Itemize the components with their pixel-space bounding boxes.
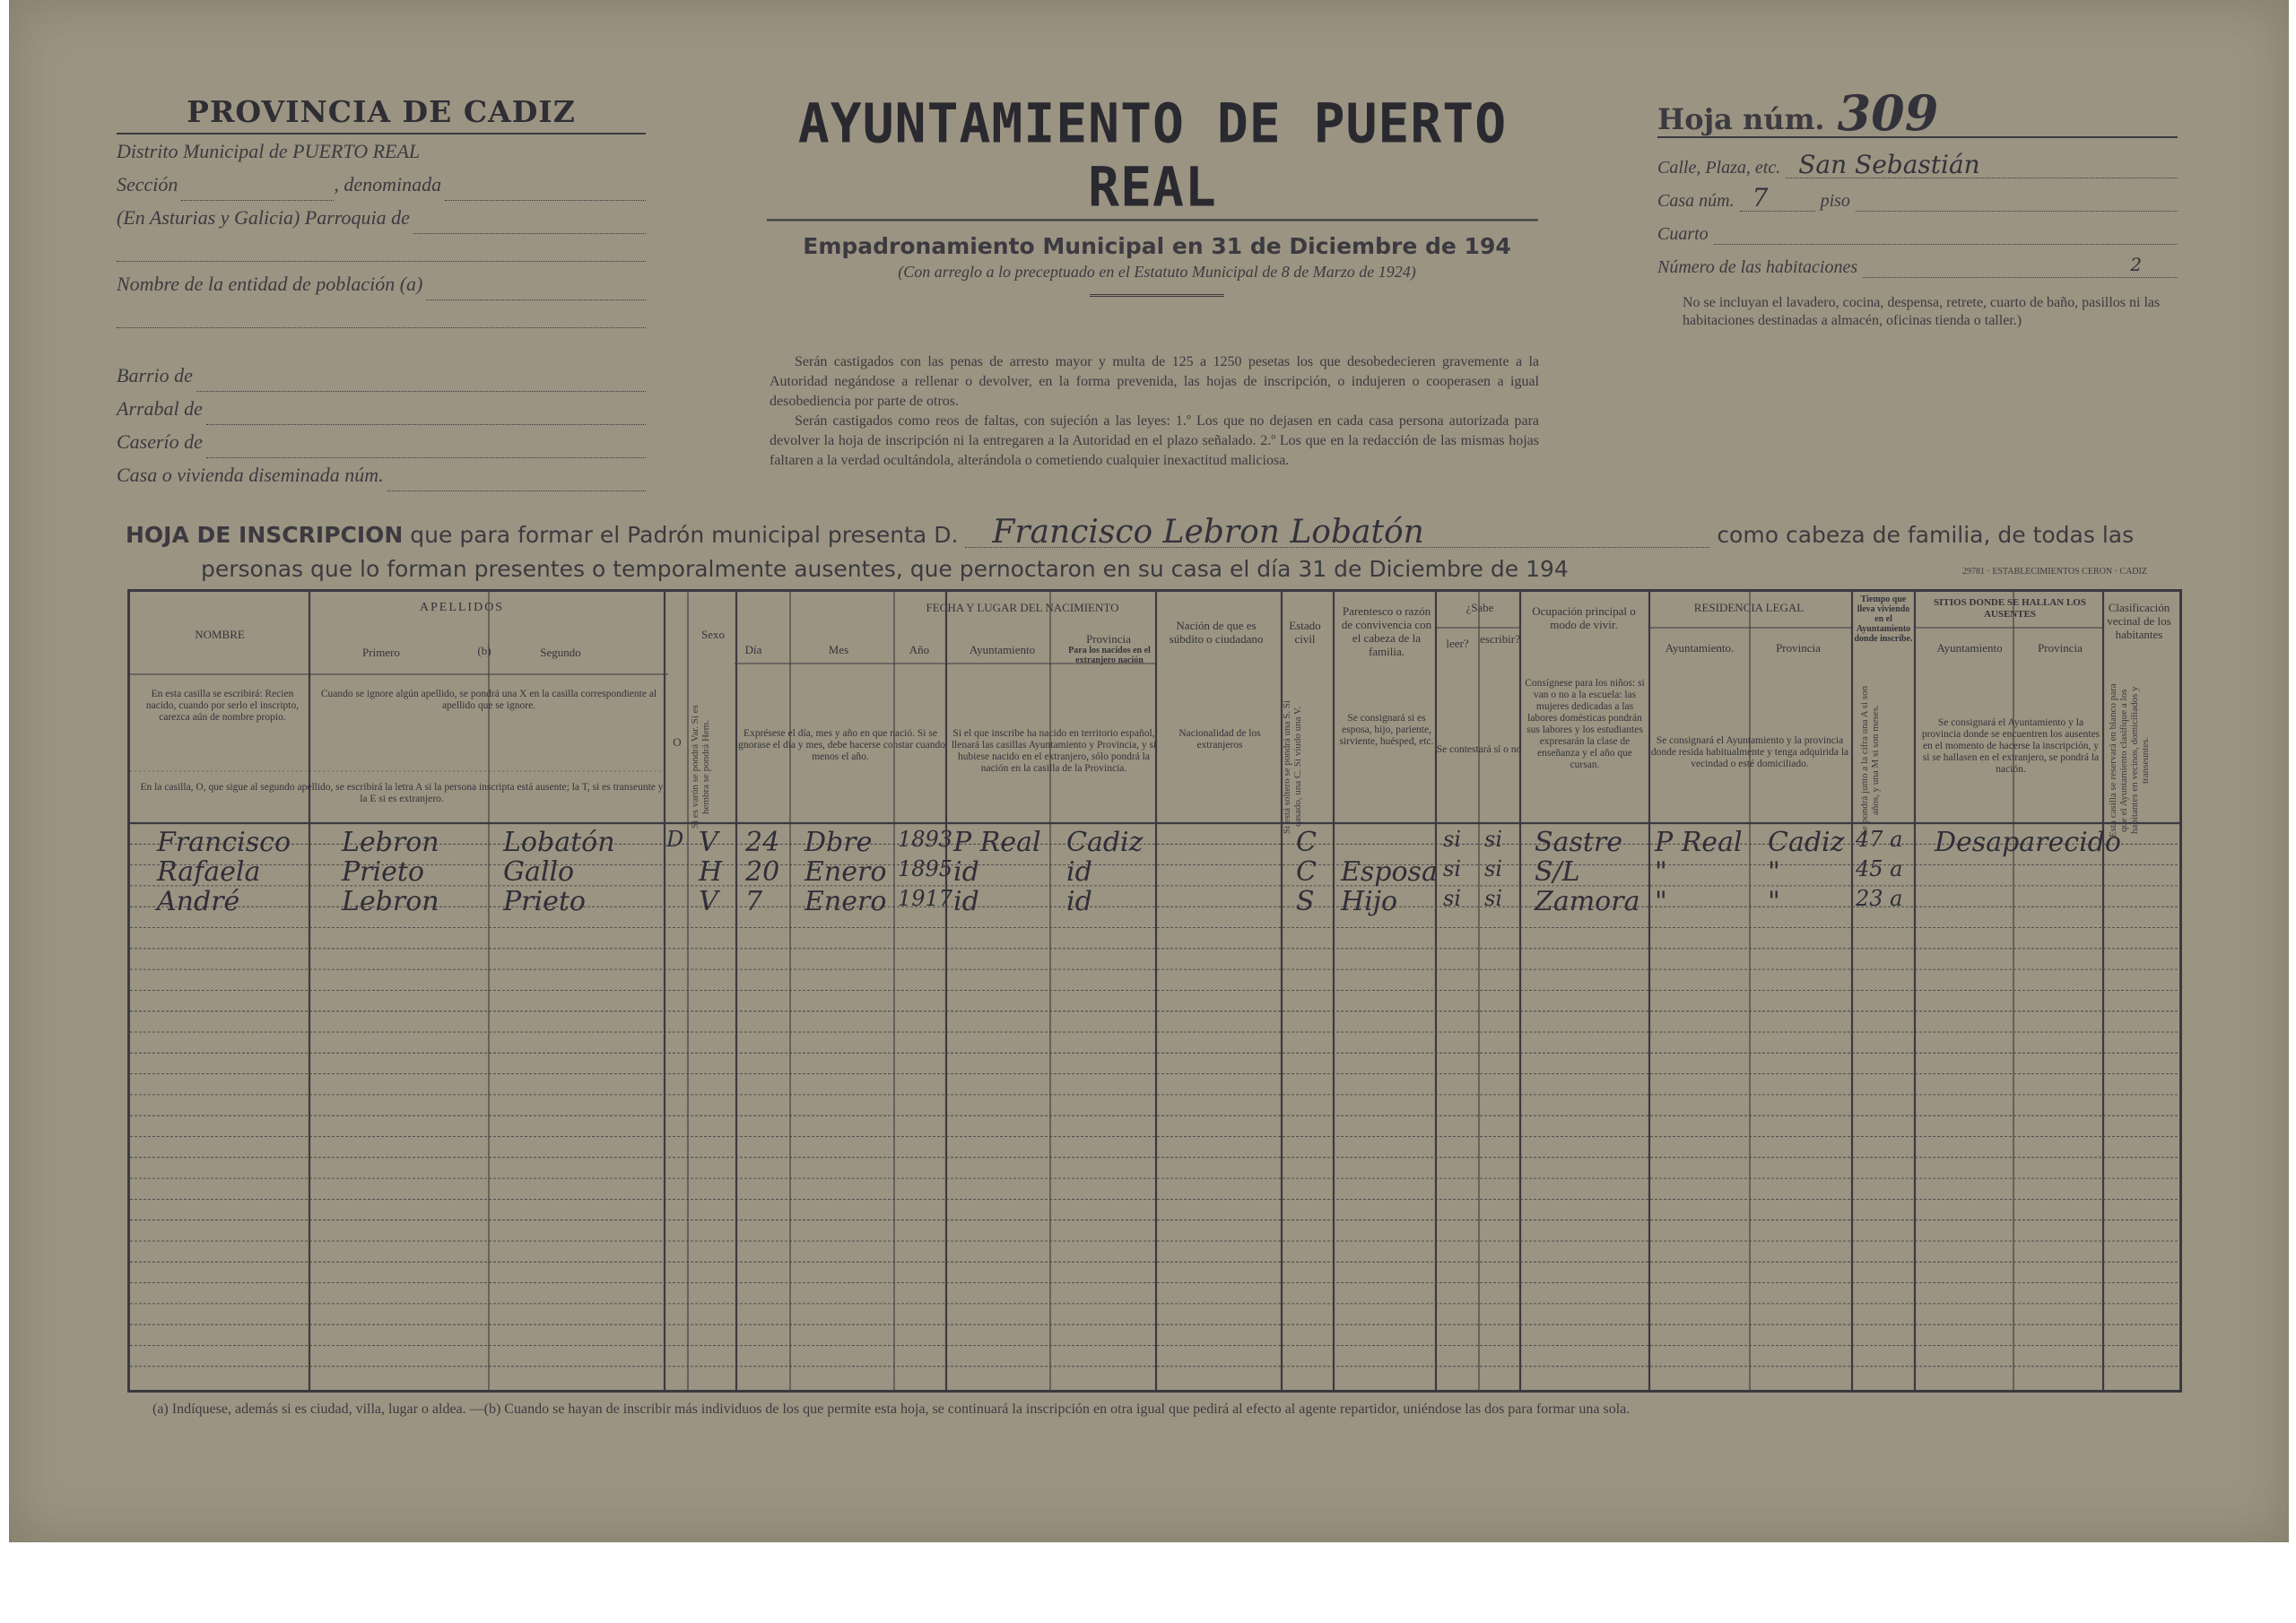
empadronamiento-subtitle: (Con arreglo a lo preceptuado en el Estatuto Municipal de 8 de Marzo de 1924) <box>898 263 1416 281</box>
denominada-label: , denominada <box>334 173 442 195</box>
col-ocupacion-header: Ocupación principal o modo de vivir. <box>1532 604 1636 631</box>
piso-label: piso <box>1820 191 1850 211</box>
instr-parentesco: Se consignará si es esposa, hijo, pariente, sirviente, huésped, etc. <box>1339 713 1434 747</box>
caserio-label: Caserío de <box>117 430 203 453</box>
empadronamiento-block <box>789 233 1525 297</box>
instr-sabe: Se contestará sí o no <box>1436 744 1522 755</box>
col-res-ayto-header: Ayuntamiento. <box>1665 641 1735 655</box>
cell-escribir: si <box>1484 856 1502 881</box>
cell-tiempo: 47 a <box>1856 827 1903 852</box>
cell-mes: Enero <box>804 886 887 917</box>
inscripcion-text-1: que para formar el Padrón municipal presenta D. <box>410 522 959 548</box>
cell-primero: Prieto <box>342 856 424 888</box>
col-sit-prov-header: Provincia <box>2038 641 2083 655</box>
casa-num-label: Casa núm. <box>1657 191 1735 211</box>
cell-sexo: H <box>699 856 723 888</box>
col-sexo-header: Sexo <box>701 628 725 641</box>
cell-primero: Lebron <box>342 827 439 858</box>
penalty-paragraph-2: Serán castigados como reos de faltas, con sujeción a las leyes: 1.º Los que no dejasen en cada casa persona autorizada para devolver la hoja de inscripción ni la entregaren a la Autoridad en el plazo señalado. 2.º Los que en la redacción de las mismas hojas faltaren a la verdad ocultándola, alterándola o cometiendo cualquier inexactitud maliciosa. <box>770 413 1539 468</box>
barrio-label: Barrio de <box>117 364 193 386</box>
cell-nombre: Francisco <box>157 827 291 858</box>
inscripcion-statement <box>126 514 2179 586</box>
district-label: Distrito Municipal de PUERTO REAL <box>117 140 421 162</box>
cell-anio: 1893 <box>898 827 953 852</box>
instr-nacion: Nacionalidad de los extranjeros <box>1178 728 1261 751</box>
cell-ayto: id <box>953 886 979 917</box>
casa-num-value: 7 <box>1740 186 1815 212</box>
col-leer-header: leer? <box>1446 637 1469 650</box>
head-of-family-name: Francisco Lebron Lobatón <box>965 518 1709 548</box>
calle-value: San Sebastián <box>1786 152 2178 178</box>
cell-ayto: P Real <box>953 827 1041 858</box>
cell-segundo: Lobatón <box>503 827 615 858</box>
col-nombre-header: NOMBRE <box>195 628 245 641</box>
casa-label: Casa o vivienda diseminada núm. <box>117 464 384 486</box>
cell-sexo: V <box>699 886 718 917</box>
penalties-text <box>770 352 1539 471</box>
col-dia-header: Día <box>744 643 762 656</box>
col-parentesco-header: Parentesco o razón de convivencia con el cabeza de la familia. <box>1341 604 1432 658</box>
cell-res-ayto: P Real <box>1655 827 1743 858</box>
col-segundo-header: Segundo <box>540 646 581 659</box>
instr-estado: Si está soltero se pondrá una S. Si casado, una C. Si viudo una V. <box>1282 699 1303 834</box>
col-provincia-note: Para los nacidos en el extranjero nación <box>1068 646 1151 665</box>
instr-fecha: Exprésese el día, mes y año en que nació. Si se ignorase el día y mes, debe hacerse constar cuando menos el año. <box>735 728 946 762</box>
instr-clasif: Esta casilla se reservará en blanco para que el Ayuntamiento clasifique a los habitantes en vecinos, domiciliados y transeuntes. <box>2108 683 2151 838</box>
cell-leer: si <box>1443 856 1461 881</box>
habitaciones-note: No se incluyan el lavadero, cocina, despensa, retrete, cuarto de baño, pasillos ni las habitaciones destinadas a almacén, oficinas tienda o taller.) <box>1683 295 2161 328</box>
instr-residencia: Se consignará el Ayuntamiento y la provincia donde resida habitualmente y tenga adquirida la vecindad o esté domiciliado. <box>1650 735 1849 769</box>
cell-segundo: Prieto <box>503 886 586 917</box>
ornament-divider <box>1090 294 1224 297</box>
cell-anio: 1895 <box>898 856 953 881</box>
empadronamiento-title: Empadronamiento Municipal en 31 de Diciembre de 194 <box>803 233 1511 259</box>
col-estado-header: Estado civil <box>1289 619 1321 646</box>
col-fecha-header: FECHA Y LUGAR DEL NACIMIENTO <box>926 601 1119 614</box>
cell-nombre: André <box>157 886 240 917</box>
cell-prov: Cadiz <box>1066 827 1144 858</box>
col-sit-ayto-header: Ayuntamiento <box>1936 641 2003 655</box>
cell-estado: C <box>1296 856 1317 888</box>
cell-ocupacion: Zamora <box>1535 886 1640 917</box>
cell-ayto: id <box>953 856 979 888</box>
cell-escribir: si <box>1484 827 1502 852</box>
cell-anio: 1917 <box>898 886 953 911</box>
cell-prov: id <box>1066 886 1092 917</box>
entidad-label: Nombre de la entidad de población (a) <box>117 273 423 295</box>
col-residencia-header: RESIDENCIA LEGAL <box>1693 601 1805 614</box>
cell-mes: Dbre <box>804 827 873 858</box>
cell-escribir: si <box>1484 886 1502 911</box>
cell-dia: 7 <box>745 886 763 917</box>
cuarto-label: Cuarto <box>1657 224 1709 244</box>
instr-sitios: Se consignará el Ayuntamiento y la provincia donde se encuentren los ausentes en el momento de hacerse la inscripción, y si se hallasen en el extranjero, se pondrá la nación. <box>1921 717 2100 775</box>
cell-sitios: Desaparecido <box>1935 827 2121 858</box>
cell-parentesco: Esposa <box>1341 856 1438 888</box>
cell-ocupacion: Sastre <box>1535 827 1622 858</box>
cell-res-prov: " <box>1768 886 1780 917</box>
instr-o: O <box>673 735 682 749</box>
hoja-number: 309 <box>1837 84 1939 142</box>
col-ayuntamiento-header: Ayuntamiento <box>969 643 1036 656</box>
col-escribir-header: escribir? <box>1480 632 1520 646</box>
instr-tiempo: Se pondrá junto a la cifra una A si son años, y una M si son meses. <box>1859 685 1881 836</box>
cell-o: D <box>666 827 684 852</box>
cell-leer: si <box>1443 886 1461 911</box>
col-nacion-header: Nación de que es súbdito o ciudadano <box>1169 619 1264 646</box>
col-sitios-header: SITIOS DONDE SE HALLAN LOS AUSENTES <box>1934 597 2086 620</box>
cell-dia: 20 <box>745 856 780 888</box>
penalty-paragraph-1: Serán castigados con las penas de arresto mayor y multa de 125 a 1250 pesetas los que desobedecieren gravemente a la Autoridad negándose a rellenar o devolver, en la forma prevenida, las hojas de inscripción, o indujeren o cooperasen a igual desobediencia por parte de otros. <box>770 354 1539 409</box>
col-mes-header: Mes <box>828 643 849 656</box>
printer-reference: 29781 · ESTABLECIMIENTOS CERON · CADIZ <box>1962 567 2147 577</box>
instr-lugar: Si el que inscribe ha nacido en territorio español, llenará las casillas Ayuntamiento y Provincia, y si hubiese nacido en el extranjero, sólo pondrá la nación en la casilla de la Provincia. <box>951 728 1157 774</box>
col-clasif-header: Clasificación vecinal de los habitantes <box>2107 601 2171 641</box>
cell-segundo: Gallo <box>503 856 575 888</box>
cell-tiempo: 45 a <box>1856 856 1903 881</box>
instr-sexo: Si es varón se pondrá Var. Si es hembra se pondrá Hem. <box>690 705 711 829</box>
cell-dia: 24 <box>745 827 780 858</box>
instr-apellido: Cuando se ignore algún apellido, se pondrá una X en la casilla correspondiente al apellido que se ignore. <box>320 689 657 711</box>
footer-note: (a) Indíquese, además si es ciudad, villa, lugar o aldea. —(b) Cuando se hayan de inscribir más individuos de los que permite esta hoja, se continuará la inscripción en otra igual que pedirá al efecto al agente repartidor, uniéndose las dos para formar una sola. <box>152 1402 1631 1417</box>
parroquia-label: (En Asturias y Galicia) Parroquia de <box>117 206 410 229</box>
col-primero-header: Primero <box>362 646 400 659</box>
col-sabe-header: ¿Sabe <box>1465 601 1494 614</box>
cell-tiempo: 23 a <box>1856 886 1903 911</box>
habitaciones-label: Número de las habitaciones <box>1657 257 1858 277</box>
seccion-label: Sección <box>117 173 178 195</box>
arrabal-label: Arrabal de <box>117 397 203 420</box>
col-tiempo-header: Tiempo que lleva viviendo en el Ayuntamiento donde inscribe. <box>1854 595 1913 644</box>
hoja-label: Hoja núm. <box>1657 102 1825 136</box>
col-res-prov-header: Provincia <box>1776 641 1821 655</box>
cell-estado: S <box>1296 886 1315 917</box>
instr-nombre: En esta casilla se escribirá: Recien nacido, cuando por serlo el inscripto, carezca aún de nombre propio. <box>145 689 300 723</box>
cell-res-prov: Cadiz <box>1768 827 1845 858</box>
col-provincia-header: Provincia <box>1086 632 1131 646</box>
cell-nombre: Rafaela <box>157 856 261 888</box>
census-table <box>127 589 2182 1393</box>
page-title: AYUNTAMIENTO DE PUERTO REAL <box>767 91 1538 221</box>
cell-leer: si <box>1443 827 1461 852</box>
calle-label: Calle, Plaza, etc. <box>1657 158 1781 178</box>
habitaciones-value: 2 <box>1863 252 2178 278</box>
col-anio-header: Año <box>909 643 930 656</box>
instr-casilla: En la casilla, O, que sigue al segundo apellido, se escribirá la letra A si la persona inscripta está ausente; la T, si es transeunte y la E si es extranjero. <box>140 782 664 804</box>
col-apellidos-header: APELLIDOS <box>419 601 505 614</box>
cell-res-ayto: " <box>1655 856 1667 888</box>
cell-estado: C <box>1296 827 1317 858</box>
cell-sexo: V <box>699 827 718 858</box>
left-header <box>117 94 646 491</box>
inscripcion-heading: HOJA DE INSCRIPCION <box>126 522 404 548</box>
col-b-header: (b) <box>477 644 491 657</box>
cell-mes: Enero <box>804 856 887 888</box>
cell-parentesco: Hijo <box>1341 886 1398 917</box>
cell-prov: id <box>1066 856 1092 888</box>
cell-primero: Lebron <box>342 886 439 917</box>
inscripcion-text-3: personas que lo forman presentes o temporalmente ausentes, que pernoctaron en su casa el día 31 de Diciembre de 194 <box>201 556 1569 582</box>
instr-ocupacion: Consígnese para los niños: si van o no a la escuela: las mujeres dedicadas a las labores domésticas pondrán sus labores y los estudiantes expresarán la clase de enseñanza y el año que cursan. <box>1525 678 1645 770</box>
cell-res-ayto: " <box>1655 886 1667 917</box>
province-title: PROVINCIA DE CADIZ <box>117 94 646 135</box>
right-header <box>1657 84 2178 330</box>
cell-ocupacion: S/L <box>1535 856 1580 888</box>
inscripcion-text-2: como cabeza de familia, de todas las <box>1717 522 2135 548</box>
cell-res-prov: " <box>1768 856 1780 888</box>
